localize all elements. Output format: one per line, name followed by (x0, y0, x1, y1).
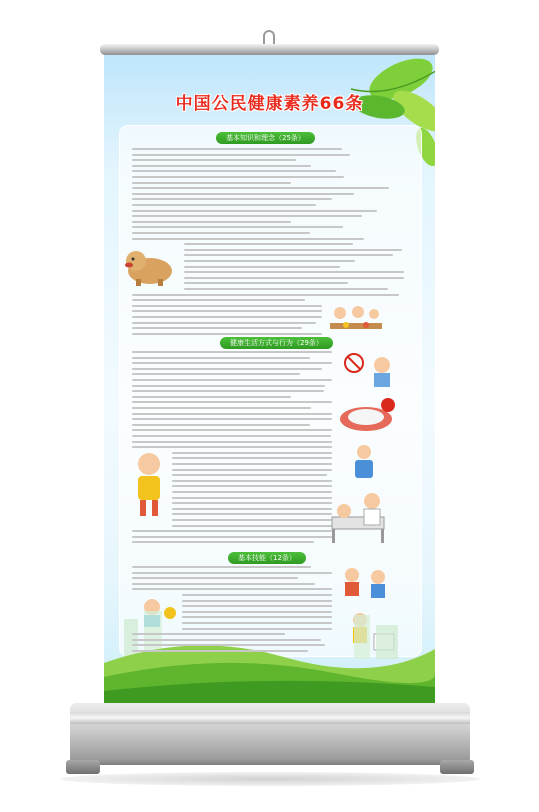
text-line (172, 508, 332, 510)
text-line (184, 243, 353, 245)
text-line (172, 463, 332, 465)
text-line (132, 204, 316, 206)
text-line (132, 572, 332, 574)
text-line (132, 566, 311, 568)
text-line (172, 452, 332, 454)
text-line (182, 600, 332, 602)
text-line (132, 385, 325, 387)
text-line (132, 238, 364, 240)
text-line (132, 390, 324, 392)
text-line (132, 639, 321, 641)
text-line (132, 446, 332, 448)
text-line (132, 327, 302, 329)
text-line (132, 305, 322, 307)
text-line (132, 322, 316, 324)
person-illustration-icon (344, 443, 384, 483)
text-line (132, 154, 350, 156)
text-line (172, 469, 332, 471)
text-line (132, 368, 322, 370)
text-line (132, 407, 311, 409)
section-header-skills: 基本技能（12条） (228, 552, 306, 564)
text-line (132, 215, 362, 217)
child-illustration-icon (128, 450, 170, 520)
text-line (172, 502, 332, 504)
text-line (172, 480, 332, 482)
text-line (132, 435, 331, 437)
text-line (184, 249, 402, 251)
text-line (132, 333, 322, 335)
text-line (132, 148, 342, 150)
text-line (132, 379, 332, 381)
text-line (182, 622, 332, 624)
green-hills-ground (104, 611, 435, 703)
text-line (184, 288, 388, 290)
text-line (132, 441, 332, 443)
stand-base-rail (70, 712, 470, 724)
stand-shadow (60, 772, 480, 786)
text-line (172, 474, 327, 476)
text-line (184, 266, 340, 268)
text-line (132, 294, 399, 296)
text-line (132, 165, 311, 167)
section-header-lifestyle: 健康生活方式与行为（29条） (220, 337, 333, 349)
text-line (132, 193, 354, 195)
text-line (132, 159, 296, 161)
running-kids-illustration-icon (336, 565, 396, 605)
hospital-bed-illustration-icon (326, 487, 394, 549)
hanging-hook-icon (263, 30, 275, 44)
stand-top-bar (100, 44, 439, 55)
text-line (132, 396, 291, 398)
text-line (132, 299, 305, 301)
text-line (132, 351, 332, 353)
stand-foot-left (66, 760, 100, 774)
section-header-knowledge: 基本知识和理念（25条） (216, 132, 315, 144)
text-line (132, 362, 332, 364)
text-line (172, 519, 332, 521)
page-title: 中国公民健康素养66条 (175, 94, 364, 114)
food-plate-illustration-icon (336, 395, 402, 435)
text-line (172, 491, 332, 493)
text-line (132, 577, 298, 579)
text-line (132, 583, 315, 585)
text-line (182, 594, 332, 596)
text-line (132, 232, 310, 234)
text-line (132, 357, 310, 359)
text-line (184, 260, 355, 262)
text-line (184, 277, 404, 279)
text-line (132, 424, 310, 426)
text-line (132, 413, 332, 415)
text-line (132, 650, 308, 652)
stand-foot-right (440, 760, 474, 774)
text-line (132, 176, 344, 178)
text-line (132, 182, 291, 184)
text-line (132, 536, 332, 538)
no-smoking-illustration-icon (342, 351, 398, 389)
text-line (132, 210, 377, 212)
text-line (132, 530, 332, 532)
text-line (132, 221, 291, 223)
text-line (132, 418, 332, 420)
text-line (182, 611, 332, 613)
text-line (132, 187, 389, 189)
family-meal-illustration-icon (326, 305, 386, 335)
text-line (182, 605, 332, 607)
text-line (132, 316, 322, 318)
text-line (172, 497, 332, 499)
text-line (184, 271, 404, 273)
dog-illustration-icon (122, 245, 178, 287)
text-line (182, 628, 332, 630)
text-line (132, 633, 285, 635)
text-line (172, 525, 332, 527)
